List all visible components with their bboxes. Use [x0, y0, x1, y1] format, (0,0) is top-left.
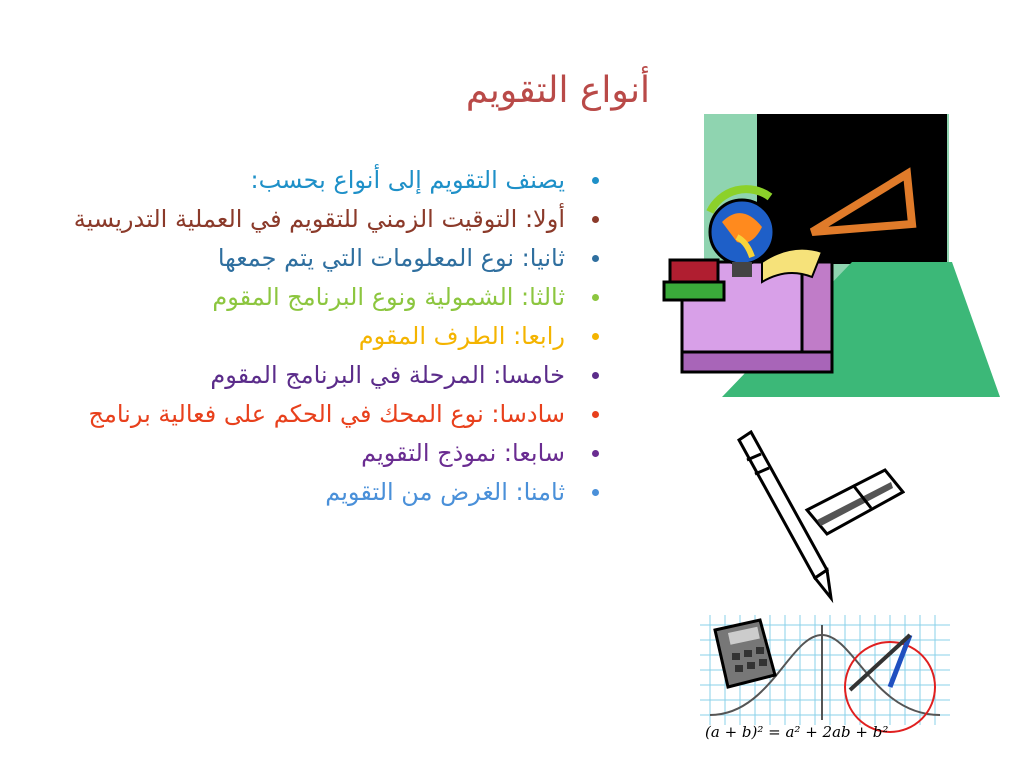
- bullet-dot: [592, 372, 599, 379]
- bullet-item-8: سابعا: نموذج التقويم: [60, 438, 605, 469]
- bullet-item-2: أولا: التوقيت الزمني للتقويم في العملية التدريسية: [60, 204, 605, 235]
- slide-title: أنواع التقويم: [465, 70, 650, 111]
- bullet-dot: [592, 216, 599, 223]
- bullet-item-4: ثالثا: الشمولية ونوع البرنامج المقوم: [60, 282, 605, 313]
- bullet-item-1: يصنف التقويم إلى أنواع بحسب:: [60, 165, 605, 196]
- bullet-dot: [592, 489, 599, 496]
- pencil-eraser-icon: [735, 430, 905, 605]
- math-calculator-compass-icon: [700, 615, 950, 750]
- bullet-item-5: رابعا: الطرف المقوم: [60, 321, 605, 352]
- bullet-dot: [592, 177, 599, 184]
- bullet-item-6: خامسا: المرحلة في البرنامج المقوم: [60, 360, 605, 391]
- bullet-item-9: ثامنا: الغرض من التقويم: [60, 477, 605, 508]
- bullet-dot: [592, 333, 599, 340]
- bullet-dot: [592, 411, 599, 418]
- math-formula: (a + b)² = a² + 2ab + b²: [705, 723, 889, 741]
- bullet-dot: [592, 294, 599, 301]
- bullet-item-7: سادسا: نوع المحك في الحكم على فعالية برنامج: [60, 399, 605, 430]
- bullet-list: [60, 165, 605, 516]
- bullet-item-3: ثانيا: نوع المعلومات التي يتم جمعها: [60, 243, 605, 274]
- bullet-dot: [592, 255, 599, 262]
- classroom-desk-globe-icon: [662, 112, 1000, 402]
- bullet-dot: [592, 450, 599, 457]
